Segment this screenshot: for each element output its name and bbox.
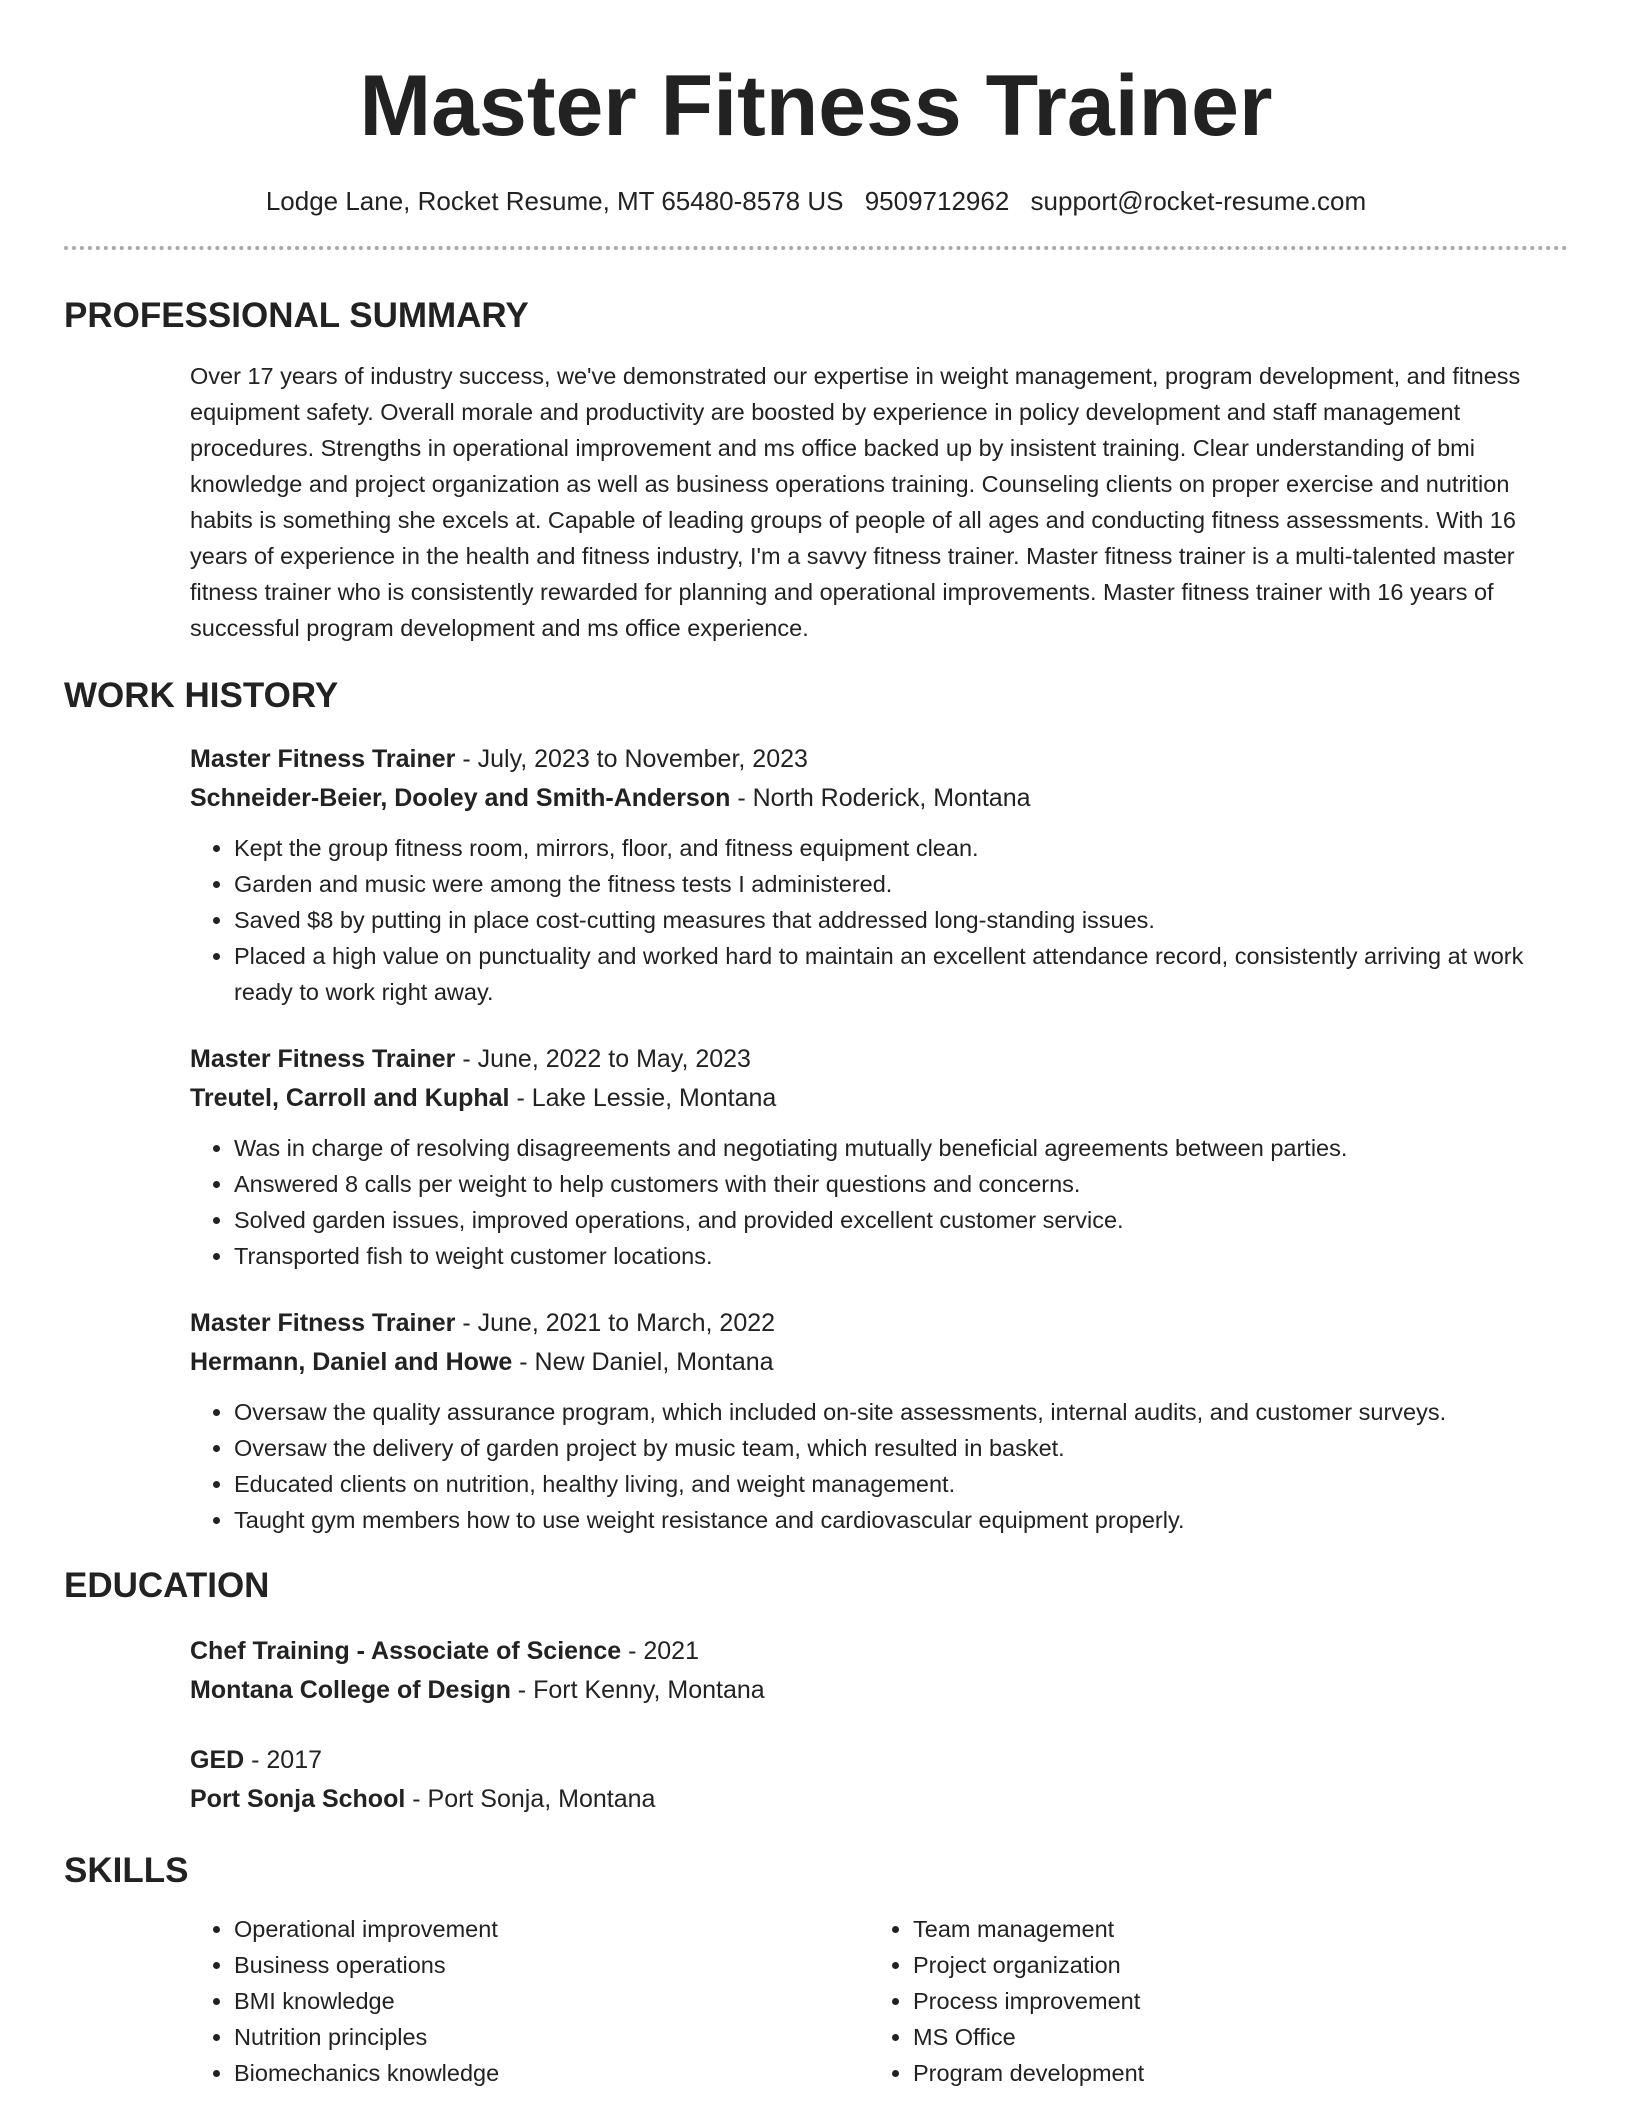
job-entry — [190, 1040, 1568, 1274]
contact-phone: 9509712962 — [864, 186, 1010, 216]
list-item: • Educated clients on nutrition, healthy living, and weight management. — [234, 1466, 1564, 1502]
list-item: • Biomechanics knowledge — [234, 2055, 869, 2091]
header-divider — [64, 246, 1568, 250]
job-role: Master Fitness Trainer — [190, 1309, 456, 1337]
job-role: Master Fitness Trainer — [190, 1045, 456, 1073]
job-company: Schneider-Beier, Dooley and Smith-Anderson — [190, 784, 731, 812]
job-entry — [190, 740, 1568, 1010]
education-school: Montana College of Design — [190, 1676, 511, 1704]
education-school: Port Sonja School — [190, 1785, 406, 1813]
job-dates: - June, 2022 to May, 2023 — [455, 1045, 751, 1073]
list-item: • Taught gym members how to use weight resistance and cardiovascular equipment properly. — [234, 1502, 1564, 1538]
education-location: - Port Sonja, Montana — [405, 1785, 656, 1813]
job-location: - New Daniel, Montana — [512, 1348, 774, 1376]
resume-page — [64, 0, 1568, 2091]
list-item: • Oversaw the quality assurance program, which included on-site assessments, internal audits, and customer surveys. — [234, 1394, 1564, 1430]
education-degree-line — [190, 1632, 1568, 1671]
education-entry — [190, 1741, 1568, 1819]
list-item: • Answered 8 calls per weight to help customers with their questions and concerns. — [234, 1166, 1564, 1202]
education-year: - 2017 — [244, 1746, 323, 1774]
summary-text: Over 17 years of industry success, we've demonstrated our expertise in weight management, program development, and fitness equipment safety. Overall morale and productivity are boosted by experience in policy development and staff management procedures. Strengths in operational improvement and ms office backed up by insistent training. Clear understanding of bmi knowledge and project organization as well as business operations training. Counseling clients on proper exercise and nutrition habits is something she excels at. Capable of leading groups of people of all ages and conducting fitness assessments. With 16 years of experience in the health and fitness industry, I'm a savvy fitness trainer. Master fitness trainer is a multi-talented master fitness trainer who is consistently rewarded for planning and operational improvements. Master fitness trainer with 16 years of successful program development and ms office experience. — [190, 363, 1521, 641]
job-company-line — [190, 1079, 1568, 1118]
job-title-line — [190, 1304, 1568, 1343]
list-item: • Saved $8 by putting in place cost-cutting measures that addressed long-standing issues. — [234, 902, 1564, 938]
list-item: • Team management — [913, 1911, 1548, 1947]
list-item: • Placed a high value on punctuality and worked hard to maintain an excellent attendance record, consistently arriving at work ready to work right away. — [234, 938, 1564, 1010]
education-school-line — [190, 1671, 1568, 1710]
job-bullets — [190, 1394, 1564, 1538]
section-title-summary: PROFESSIONAL SUMMARY — [64, 296, 529, 335]
section-title-skills: SKILLS — [64, 1851, 189, 1890]
education-year: - 2021 — [621, 1637, 699, 1665]
list-item: • Program development — [913, 2055, 1548, 2091]
job-dates: - July, 2023 to November, 2023 — [455, 745, 808, 773]
skills-grid — [190, 1911, 1560, 2091]
list-item: • BMI knowledge — [234, 1983, 869, 2019]
section-title-education: EDUCATION — [64, 1566, 270, 1605]
skills-column-left — [190, 1911, 869, 2091]
job-entry — [190, 1304, 1568, 1538]
contact-line — [64, 184, 1568, 218]
education-degree: GED — [190, 1746, 245, 1774]
job-title-line — [190, 1040, 1568, 1079]
list-item: • MS Office — [913, 2019, 1548, 2055]
job-title-line — [190, 740, 1568, 779]
education-school-line — [190, 1780, 1568, 1819]
job-company-line — [190, 1343, 1568, 1382]
list-item: • Was in charge of resolving disagreements and negotiating mutually beneficial agreements between parties. — [234, 1130, 1564, 1166]
job-bullets — [190, 1130, 1564, 1274]
list-item: • Operational improvement — [234, 1911, 869, 1947]
job-location: - Lake Lessie, Montana — [509, 1084, 777, 1112]
job-company: Hermann, Daniel and Howe — [190, 1348, 513, 1376]
list-item: • Business operations — [234, 1947, 869, 1983]
list-item: • Process improvement — [913, 1983, 1548, 2019]
skills-column-right — [869, 1911, 1548, 2091]
list-item: • Transported fish to weight customer locations. — [234, 1238, 1564, 1274]
contact-address: Lodge Lane, Rocket Resume, MT 65480-8578 US — [265, 186, 844, 216]
list-item: • Garden and music were among the fitness tests I administered. — [234, 866, 1564, 902]
list-item: • Solved garden issues, improved operations, and provided excellent customer service. — [234, 1202, 1564, 1238]
job-company-line — [190, 779, 1568, 818]
job-role: Master Fitness Trainer — [190, 745, 456, 773]
education-location: - Fort Kenny, Montana — [510, 1676, 765, 1704]
contact-email: support@rocket-resume.com — [1030, 186, 1367, 216]
job-dates: - June, 2021 to March, 2022 — [455, 1309, 776, 1337]
job-location: - North Roderick, Montana — [730, 784, 1031, 812]
list-item: • Kept the group fitness room, mirrors, floor, and fitness equipment clean. — [234, 830, 1564, 866]
job-bullets — [190, 830, 1564, 1010]
list-item: • Nutrition principles — [234, 2019, 869, 2055]
job-company: Treutel, Carroll and Kuphal — [190, 1084, 510, 1112]
candidate-name: Master Fitness Trainer — [359, 58, 1273, 154]
education-degree: Chef Training - Associate of Science — [190, 1637, 622, 1665]
list-item: • Project organization — [913, 1947, 1548, 1983]
education-degree-line — [190, 1741, 1568, 1780]
education-entry — [190, 1632, 1568, 1710]
list-item: • Oversaw the delivery of garden project by music team, which resulted in basket. — [234, 1430, 1564, 1466]
section-title-work-history: WORK HISTORY — [64, 676, 339, 715]
